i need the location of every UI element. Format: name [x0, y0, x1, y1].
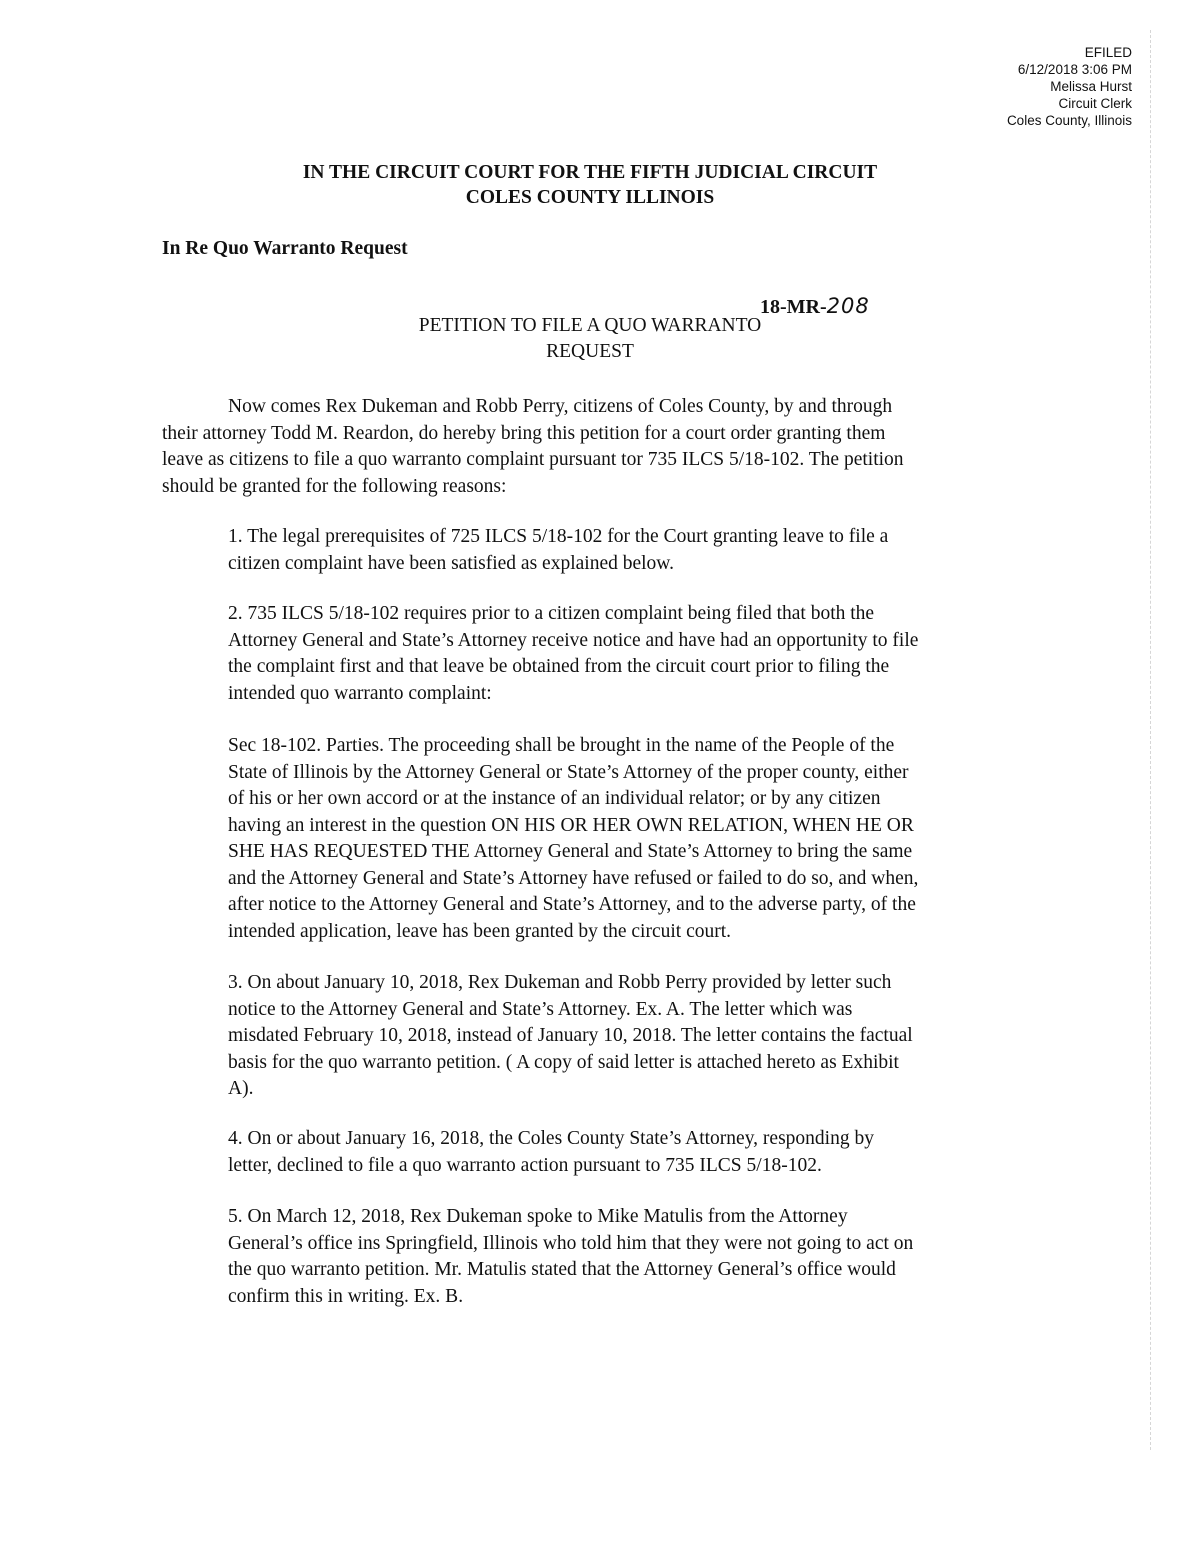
paragraph-line: letter, declined to file a quo warranto action pursuant to 735 ILCS 5/18-102. — [228, 1154, 822, 1176]
item-5 — [228, 1204, 913, 1310]
item-2 — [228, 601, 918, 707]
paragraph-line: SHE HAS REQUESTED THE Attorney General and State’s Attorney to bring the same — [228, 841, 913, 862]
statute-quote — [228, 733, 918, 945]
paragraph-line: intended quo warranto complaint: — [228, 682, 492, 704]
in-re-caption: In Re Quo Warranto Request — [162, 238, 408, 259]
paragraph-line: 4. On or about January 16, 2018, the Coles County State’s Attorney, responding by — [228, 1128, 874, 1149]
item-4 — [228, 1126, 874, 1179]
petition-title-line: REQUEST — [546, 341, 634, 362]
paragraph-line: having an interest in the question ON HIS OR HER OWN RELATION, WHEN HE OR — [228, 814, 914, 836]
case-number-printed: 18-MR- — [760, 296, 827, 318]
paragraph-line: after notice to the Attorney General and State’s Attorney, and to the adverse party, of the — [228, 894, 916, 915]
paragraph-line: and the Attorney General and State’s Attorney have refused or failed to do so, and when, — [228, 867, 919, 889]
paragraph-line: citizen complaint have been satisfied as explained below. — [228, 552, 674, 574]
paragraph-line: 1. The legal prerequisites of 725 ILCS 5/18-102 for the Court granting leave to file a — [228, 526, 889, 547]
item-3 — [228, 970, 913, 1103]
court-heading-line: COLES COUNTY ILLINOIS — [465, 187, 715, 208]
paragraph-line: intended application, leave has been granted by the circuit court. — [228, 920, 732, 942]
stamp-line: Melissa Hurst — [1050, 79, 1132, 94]
paragraph-line: Attorney General and State’s Attorney receive notice and have had an opportunity to file — [228, 629, 919, 651]
paragraph-line: notice to the Attorney General and State’s Attorney. Ex. A. The letter which was — [228, 998, 853, 1020]
paragraph-line: the quo warranto petition. Mr. Matulis stated that the Attorney General’s office would — [228, 1259, 896, 1280]
paragraph-line: their attorney Todd M. Reardon, do hereby bring this petition for a court order granting them — [162, 422, 886, 444]
paragraph-line: Sec 18-102. Parties. The proceeding shall be brought in the name of the People of the — [228, 735, 895, 756]
paragraph-line: should be granted for the following reasons: — [162, 475, 507, 497]
paragraph-line: 5. On March 12, 2018, Rex Dukeman spoke to Mike Matulis from the Attorney — [228, 1206, 848, 1227]
efiled-stamp — [1007, 44, 1132, 129]
stamp-line: 6/12/2018 3:06 PM — [1017, 62, 1132, 77]
paragraph-line: 2. 735 ILCS 5/18-102 requires prior to a citizen complaint being filed that both the — [228, 603, 875, 624]
intro-paragraph — [162, 394, 904, 500]
case-number-handwritten: 208 — [826, 294, 870, 318]
scan-edge-line — [1150, 30, 1152, 1450]
paragraph-line: the complaint first and that leave be obtained from the circuit court prior to filing the — [228, 656, 890, 677]
paragraph-line: misdated February 10, 2018, instead of January 10, 2018. The letter contains the factual — [228, 1025, 913, 1046]
paragraph-line: of his or her own accord or at the instance of an individual relator; or by any citizen — [228, 788, 881, 809]
stamp-line: Coles County, Illinois — [1006, 113, 1132, 128]
paragraph-line: basis for the quo warranto petition. ( A copy of said letter is attached hereto as Exhibit — [228, 1051, 899, 1073]
petition-title-line: PETITION TO FILE A QUO WARRANTO — [418, 315, 762, 336]
paragraph-line: State of Illinois by the Attorney General or State’s Attorney of the proper county, either — [228, 761, 909, 783]
paragraph-line: 3. On about January 10, 2018, Rex Dukeman and Robb Perry provided by letter such — [228, 972, 892, 993]
paragraph-line: confirm this in writing. Ex. B. — [228, 1285, 464, 1307]
court-heading — [0, 160, 1180, 210]
item-1 — [228, 524, 888, 577]
paragraph-line: Now comes Rex Dukeman and Robb Perry, citizens of Coles County, by and through — [228, 396, 893, 417]
court-heading-line: IN THE CIRCUIT COURT FOR THE FIFTH JUDICIAL CIRCUIT — [302, 162, 878, 183]
stamp-line: Circuit Clerk — [1058, 96, 1132, 111]
stamp-line: EFILED — [1084, 45, 1132, 60]
paragraph-line: A). — [228, 1078, 254, 1099]
paragraph-line: General’s office ins Springfield, Illinois who told him that they were not going to act on — [228, 1232, 914, 1254]
paragraph-line: leave as citizens to file a quo warranto complaint pursuant tor 735 ILCS 5/18-102. The petition — [162, 449, 904, 470]
petition-title — [0, 313, 1180, 365]
